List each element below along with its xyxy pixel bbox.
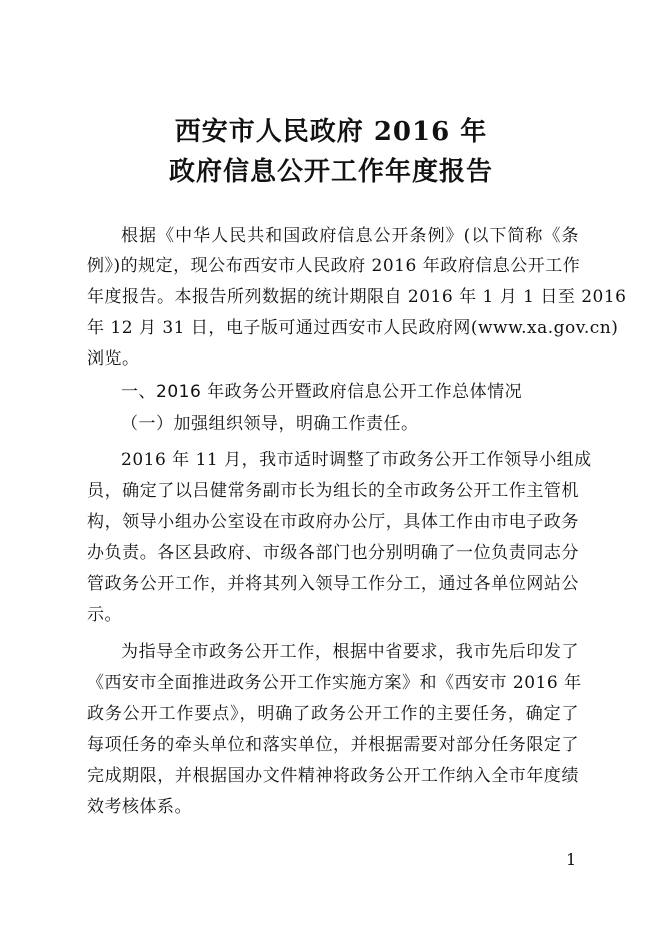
section-1-heading: 一、2016 年政务公开暨政府信息公开工作总体情况	[121, 382, 523, 402]
para-1-line-4: 办负责。各区县政府、市级各部门也分别明确了一位负责同志分	[87, 543, 579, 563]
para-1-line-2: 员，确定了以吕健常务副市长为组长的全市政务公开工作主管机	[87, 481, 579, 501]
para-2-line-2: 《西安市全面推进政务公开工作实施方案》和《西安市 2016 年	[87, 673, 582, 693]
report-title-line-2: 政府信息公开工作年度报告	[168, 157, 493, 187]
para-2-line-5: 完成期限，并根据国办文件精神将政务公开工作纳入全市年度绩	[87, 766, 579, 786]
intro-line-4: 年 12 月 31 日，电子版可通过西安市人民政府网(www.xa.gov.cn)	[87, 318, 619, 338]
intro-line-3: 年度报告。本报告所列数据的统计期限自 2016 年 1 月 1 日至 2016	[87, 287, 627, 307]
intro-line-2: 例》)的规定，现公布西安市人民政府 2016 年政府信息公开工作	[87, 256, 581, 276]
intro-line-5: 浏览。	[87, 349, 140, 369]
para-2-line-6: 效考核体系。	[87, 797, 192, 817]
para-1-line-3: 构，领导小组办公室设在市政府办公厅，具体工作由市电子政务	[87, 512, 579, 532]
page-number: 1	[566, 850, 577, 869]
para-1-line-6: 示。	[87, 605, 122, 625]
para-1-line-1: 2016 年 11 月，我市适时调整了市政务公开工作领导小组成	[121, 450, 592, 470]
para-2-line-4: 每项任务的牵头单位和落实单位，并根据需要对部分任务限定了	[87, 735, 579, 755]
subsection-1-heading: （一）加强组织领导，明确工作责任。	[121, 414, 419, 434]
para-1-line-5: 管政务公开工作，并将其列入领导工作分工，通过各单位网站公	[87, 574, 579, 594]
para-2-line-1: 为指导全市政务公开工作，根据中省要求，我市先后印发了	[121, 642, 579, 662]
report-title-line-1: 西安市人民政府 2016 年	[174, 117, 488, 147]
para-2-line-3: 政务公开工作要点》，明确了政务公开工作的主要任务，确定了	[87, 704, 579, 724]
intro-line-1: 根据《中华人民共和国政府信息公开条例》(以下简称《条	[121, 226, 579, 246]
